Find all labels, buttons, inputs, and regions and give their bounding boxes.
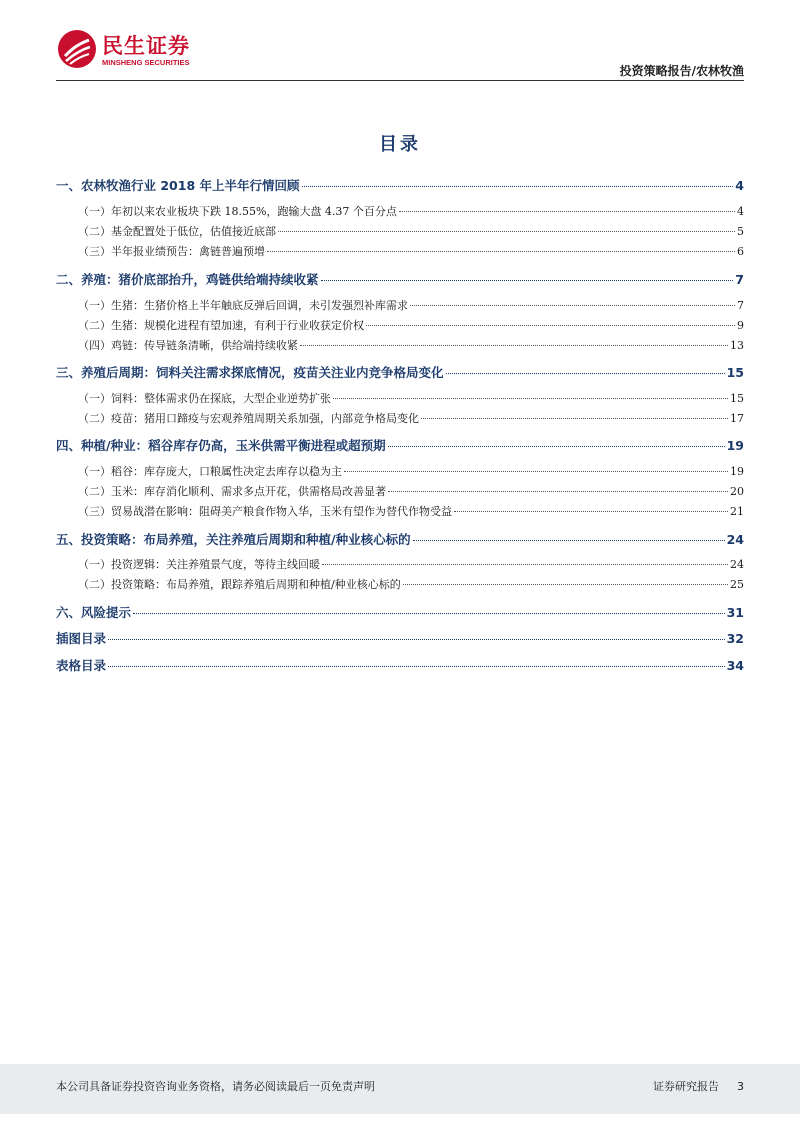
- toc-entry-page: 4: [737, 205, 744, 218]
- logo-mark-icon: [56, 28, 98, 70]
- toc-subsection-entry[interactable]: [56, 297, 744, 313]
- toc-section-entry[interactable]: [56, 603, 744, 621]
- toc-section-entry[interactable]: [56, 629, 744, 647]
- toc-subsection-entry[interactable]: [56, 203, 744, 219]
- toc-entry-page: 19: [726, 438, 744, 453]
- toc-entry-page: 6: [737, 245, 744, 258]
- toc-section-entry[interactable]: [56, 656, 744, 674]
- toc-entry-page: 32: [726, 631, 744, 646]
- toc-entry-page: 5: [737, 225, 744, 238]
- toc-entry-title: （三）贸易战潜在影响：阻碍美产粮食作物入华，玉米有望作为替代作物受益: [78, 505, 452, 518]
- toc-entry-title: 六、风险提示: [56, 605, 132, 620]
- toc-subsection-entry[interactable]: [56, 576, 744, 592]
- report-type: 投资策略报告/农林牧渔: [619, 64, 744, 78]
- toc-entry-title: 表格目录: [56, 658, 107, 673]
- toc-entry-title: （二）投资策略：布局养殖，跟踪养殖后周期和种植/种业核心标的: [78, 578, 401, 591]
- toc-subsection-entry[interactable]: [56, 223, 744, 239]
- company-logo: [56, 28, 236, 78]
- toc-subsection-entry[interactable]: [56, 503, 744, 519]
- toc-entry-page: 34: [726, 658, 744, 673]
- toc-subsection-entry[interactable]: [56, 317, 744, 333]
- toc-entry-page: 17: [730, 412, 744, 425]
- toc-leader-dots: [344, 471, 728, 472]
- toc-subsection-entry[interactable]: [56, 483, 744, 499]
- toc-entry-title: （二）玉米：库存消化顺利、需求多点开花，供需格局改善显著: [78, 485, 386, 498]
- toc-entry-title: 四、种植/种业：稻谷库存仍高，玉米供需平衡进程或超预期: [56, 438, 386, 453]
- toc-leader-dots: [454, 511, 728, 512]
- page-footer: [0, 1064, 800, 1114]
- toc-title: 目录: [379, 134, 421, 155]
- toc-entry-title: 三、养殖后周期：饲料关注需求探底情况，疫苗关注业内竞争格局变化: [56, 365, 444, 380]
- toc-entry-title: 插图目录: [56, 631, 107, 646]
- toc-leader-dots: [366, 325, 735, 326]
- toc-leader-dots: [321, 280, 734, 281]
- toc-entry-title: 二、养殖：猪价底部抬升，鸡链供给端持续收紧: [56, 272, 319, 287]
- page-header: [0, 0, 800, 90]
- page-number: 3: [737, 1080, 744, 1093]
- toc-entry-page: 9: [737, 319, 744, 332]
- toc-subsection-entry[interactable]: [56, 337, 744, 353]
- toc-leader-dots: [108, 666, 725, 667]
- toc-leader-dots: [388, 491, 728, 492]
- footer-label: 证券研究报告: [653, 1080, 719, 1093]
- toc-subsection-entry[interactable]: [56, 556, 744, 572]
- toc-entry-title: （一）投资逻辑：关注养殖景气度，等待主线回暖: [78, 558, 320, 571]
- toc-entry-page: 25: [730, 578, 744, 591]
- toc-entry-page: 19: [730, 465, 744, 478]
- toc-entry-page: 7: [735, 272, 744, 287]
- toc-subsection-entry[interactable]: [56, 463, 744, 479]
- toc-entry-title: （一）饲料：整体需求仍在探底，大型企业逆势扩张: [78, 392, 331, 405]
- toc-leader-dots: [403, 584, 728, 585]
- toc-entry-page: 15: [726, 365, 744, 380]
- toc-leader-dots: [133, 613, 725, 614]
- footer-right: [653, 1078, 744, 1094]
- toc-leader-dots: [300, 345, 728, 346]
- logo-text-cn: 民生证券: [102, 34, 190, 58]
- toc-entry-page: 15: [730, 392, 744, 405]
- toc-leader-dots: [388, 446, 725, 447]
- toc-entry-title: （二）基金配置处于低位，估值接近底部: [78, 225, 276, 238]
- toc-entry-title: （二）疫苗：猪用口蹄疫与宏观养殖周期关系加强，内部竞争格局变化: [78, 412, 419, 425]
- toc-leader-dots: [410, 305, 735, 306]
- toc-leader-dots: [322, 564, 728, 565]
- toc-section-entry[interactable]: [56, 530, 744, 548]
- toc-leader-dots: [267, 251, 735, 252]
- toc-leader-dots: [278, 231, 735, 232]
- header-divider: [56, 80, 744, 81]
- logo-text-en: MINSHENG SECURITIES: [102, 58, 190, 67]
- toc-section-entry[interactable]: [56, 436, 744, 454]
- toc-leader-dots: [302, 186, 734, 187]
- toc-entry-title: （一）生猪：生猪价格上半年触底反弹后回调，未引发强烈补库需求: [78, 299, 408, 312]
- toc-leader-dots: [333, 398, 728, 399]
- toc-entry-page: 21: [730, 505, 744, 518]
- toc-entry-page: 24: [730, 558, 744, 571]
- toc-leader-dots: [413, 540, 725, 541]
- toc-entry-title: （三）半年报业绩预告：禽链普遍预增: [78, 245, 265, 258]
- toc-entry-title: （一）年初以来农业板块下跌 18.55%，跑输大盘 4.37 个百分点: [78, 205, 397, 218]
- toc-entry-page: 7: [737, 299, 744, 312]
- toc-entry-title: （二）生猪：规模化进程有望加速，有利于行业收获定价权: [78, 319, 364, 332]
- toc-entry-title: 一、农林牧渔行业 2018 年上半年行情回顾: [56, 178, 300, 193]
- toc-leader-dots: [399, 211, 735, 212]
- toc-entry-title: （四）鸡链：传导链条清晰，供给端持续收紧: [78, 339, 298, 352]
- toc-leader-dots: [108, 639, 725, 640]
- toc-entry-page: 24: [726, 532, 744, 547]
- toc-entry-title: （一）稻谷：库存庞大，口粮属性决定去库存以稳为主: [78, 465, 342, 478]
- footer-disclaimer: 本公司具备证券投资咨询业务资格，请务必阅读最后一页免责声明: [56, 1080, 375, 1093]
- toc-section-entry[interactable]: [56, 270, 744, 288]
- toc-section-entry[interactable]: [56, 176, 744, 194]
- toc-entry-page: 13: [730, 339, 744, 352]
- toc-subsection-entry[interactable]: [56, 390, 744, 406]
- toc-subsection-entry[interactable]: [56, 410, 744, 426]
- toc-leader-dots: [421, 418, 728, 419]
- toc-leader-dots: [446, 373, 725, 374]
- toc-entry-title: 五、投资策略：布局养殖，关注养殖后周期和种植/种业核心标的: [56, 532, 411, 547]
- toc-entry-page: 31: [726, 605, 744, 620]
- toc-entry-page: 20: [730, 485, 744, 498]
- toc-section-entry[interactable]: [56, 363, 744, 381]
- toc-entry-page: 4: [735, 178, 744, 193]
- toc-subsection-entry[interactable]: [56, 243, 744, 259]
